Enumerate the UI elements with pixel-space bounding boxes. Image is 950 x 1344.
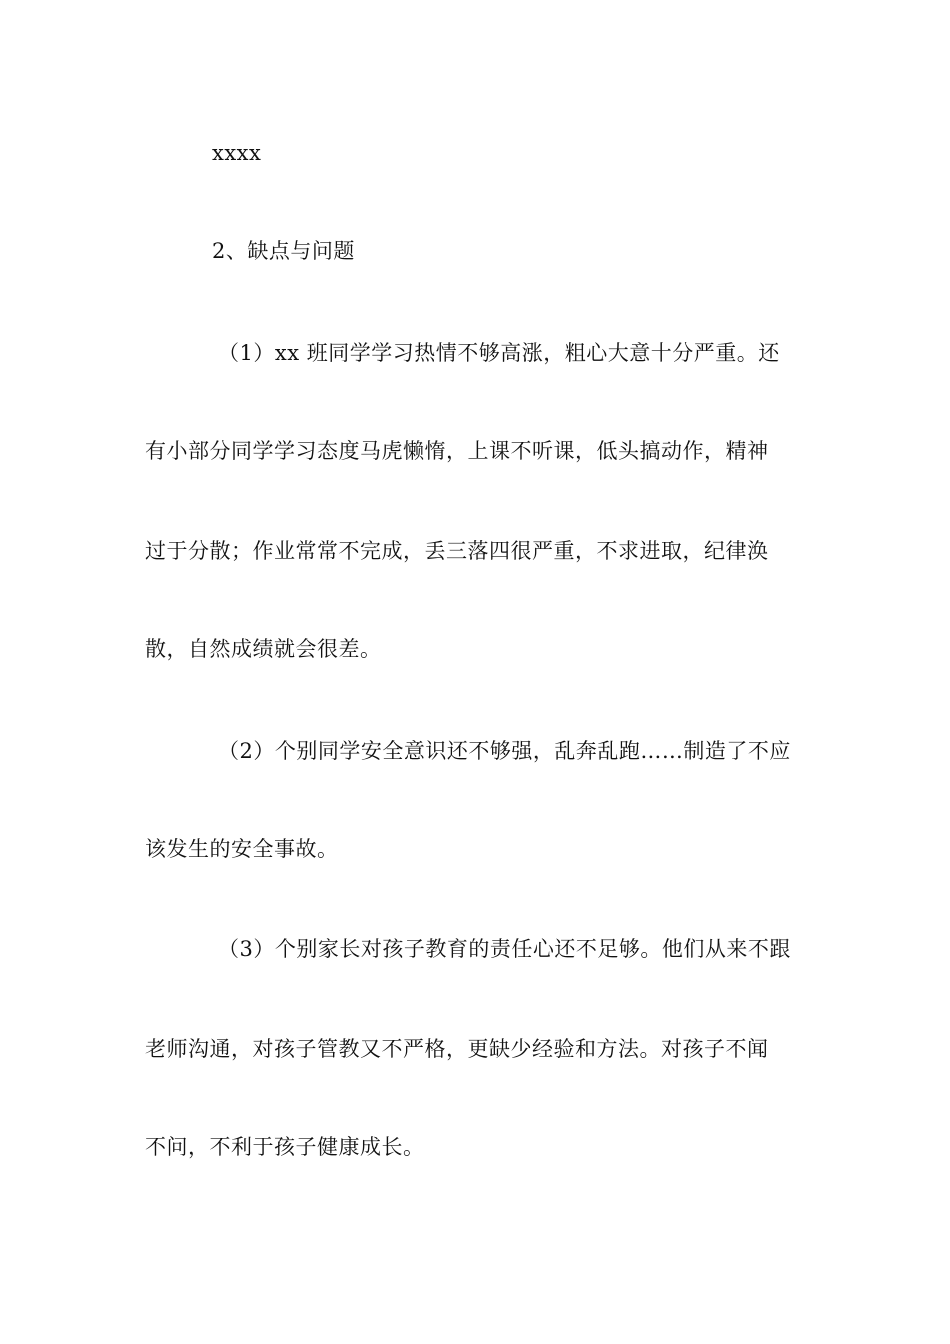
section-heading: 2、缺点与问题 (212, 239, 355, 263)
paragraph-line: 该发生的安全事故。 (145, 837, 339, 861)
paragraph-line: 散，自然成绩就会很差。 (145, 637, 382, 661)
paragraph-line: （1）xx 班同学学习热情不够高涨，粗心大意十分严重。还 (218, 341, 780, 365)
paragraph-line: 过于分散；作业常常不完成，丢三落四很严重，不求进取，纪律涣 (145, 539, 769, 563)
paragraph-line: 不问，不利于孩子健康成长。 (145, 1135, 425, 1159)
paragraph-line: 老师沟通，对孩子管教又不严格，更缺少经验和方法。对孩子不闻 (145, 1037, 769, 1061)
text-line: xxxx (212, 141, 262, 165)
paragraph-line: （3）个别家长对孩子教育的责任心还不足够。他们从来不跟 (218, 937, 791, 961)
paragraph-line: （2）个别同学安全意识还不够强，乱奔乱跑……制造了不应 (218, 739, 791, 763)
paragraph-line: 有小部分同学学习态度马虎懒惰，上课不听课，低头搞动作，精神 (145, 439, 769, 463)
